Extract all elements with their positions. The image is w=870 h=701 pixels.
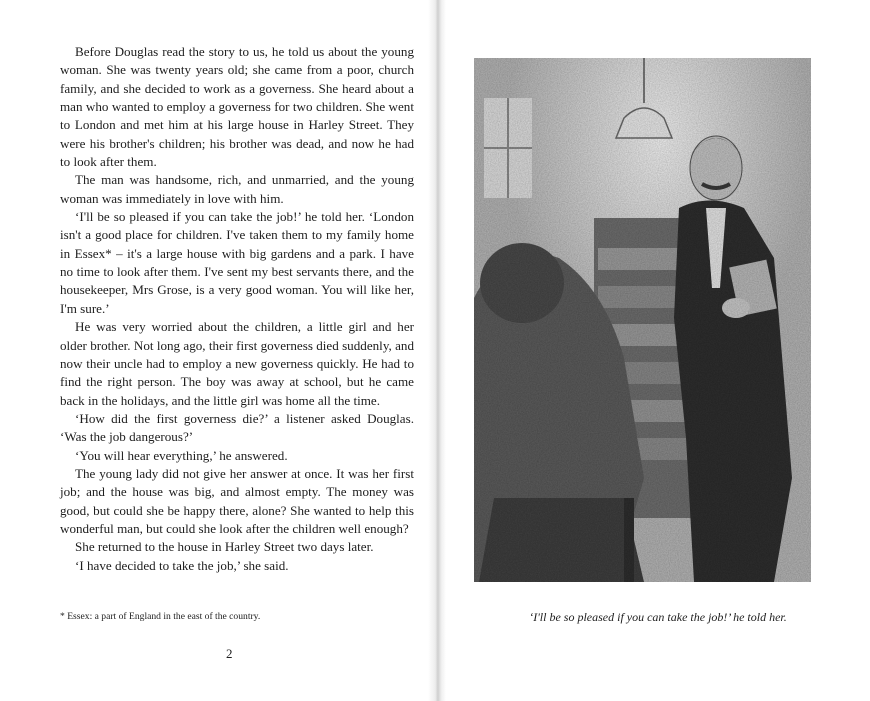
pencil-illustration <box>474 58 811 582</box>
right-page <box>446 0 870 701</box>
footnote: * Essex: a part of England in the east of the country. <box>60 611 261 622</box>
paragraph: ‘You will hear everything,’ he answered. <box>75 447 288 463</box>
left-page <box>0 0 432 701</box>
paragraph: The young lady did not give her answer at once. It was her first job; and the house was big, and almost empty. The money was good, but could she be happy there, alone? She wanted to help this wonderful man, but could she look after the children well enough? <box>60 465 414 536</box>
paragraph: ‘I have decided to take the job,’ she said. <box>75 557 289 573</box>
illustration <box>474 58 811 582</box>
page-number: 2 <box>226 646 233 661</box>
book-gutter <box>428 0 446 701</box>
illustration-caption: ‘I'll be so pleased if you can take the job!’ he told her. <box>529 610 787 624</box>
paragraph: The man was handsome, rich, and unmarried, and the young woman was immediately in love with him. <box>60 172 414 206</box>
paragraph: She returned to the house in Harley Street two days later. <box>75 539 374 555</box>
body-text <box>60 43 414 575</box>
paragraph: ‘I'll be so pleased if you can take the job!’ he told her. ‘London isn't a good place for children. I've taken them to my family home in Essex* – it's a large house with big gardens and a park. I have no time to look after them. I've sent my best servants there, and the housekeeper, Mrs Grose, is a very good woman. You will like her, I'm sure.’ <box>60 209 414 316</box>
paragraph: Before Douglas read the story to us, he told us about the young woman. She was twenty years old; she came from a poor, church family, and she decided to work as a governess. She heard about a man who wanted to employ a governess for two children. She went to London and met him at his large house in Harley Street. They were his brother's children; his brother was dead, and now he had to look after them. <box>60 44 414 170</box>
paragraph: ‘How did the first governess die?’ a listener asked Douglas. ‘Was the job dangerous?’ <box>60 410 414 445</box>
paragraph: He was very worried about the children, a little girl and her older brother. Not long ago, their first governess died suddenly, and now their uncle had to employ a new governess quickly. He had to find the right person. The boy was away at school, but he came back in the holidays, and the little girl was home all the time. <box>60 319 414 408</box>
